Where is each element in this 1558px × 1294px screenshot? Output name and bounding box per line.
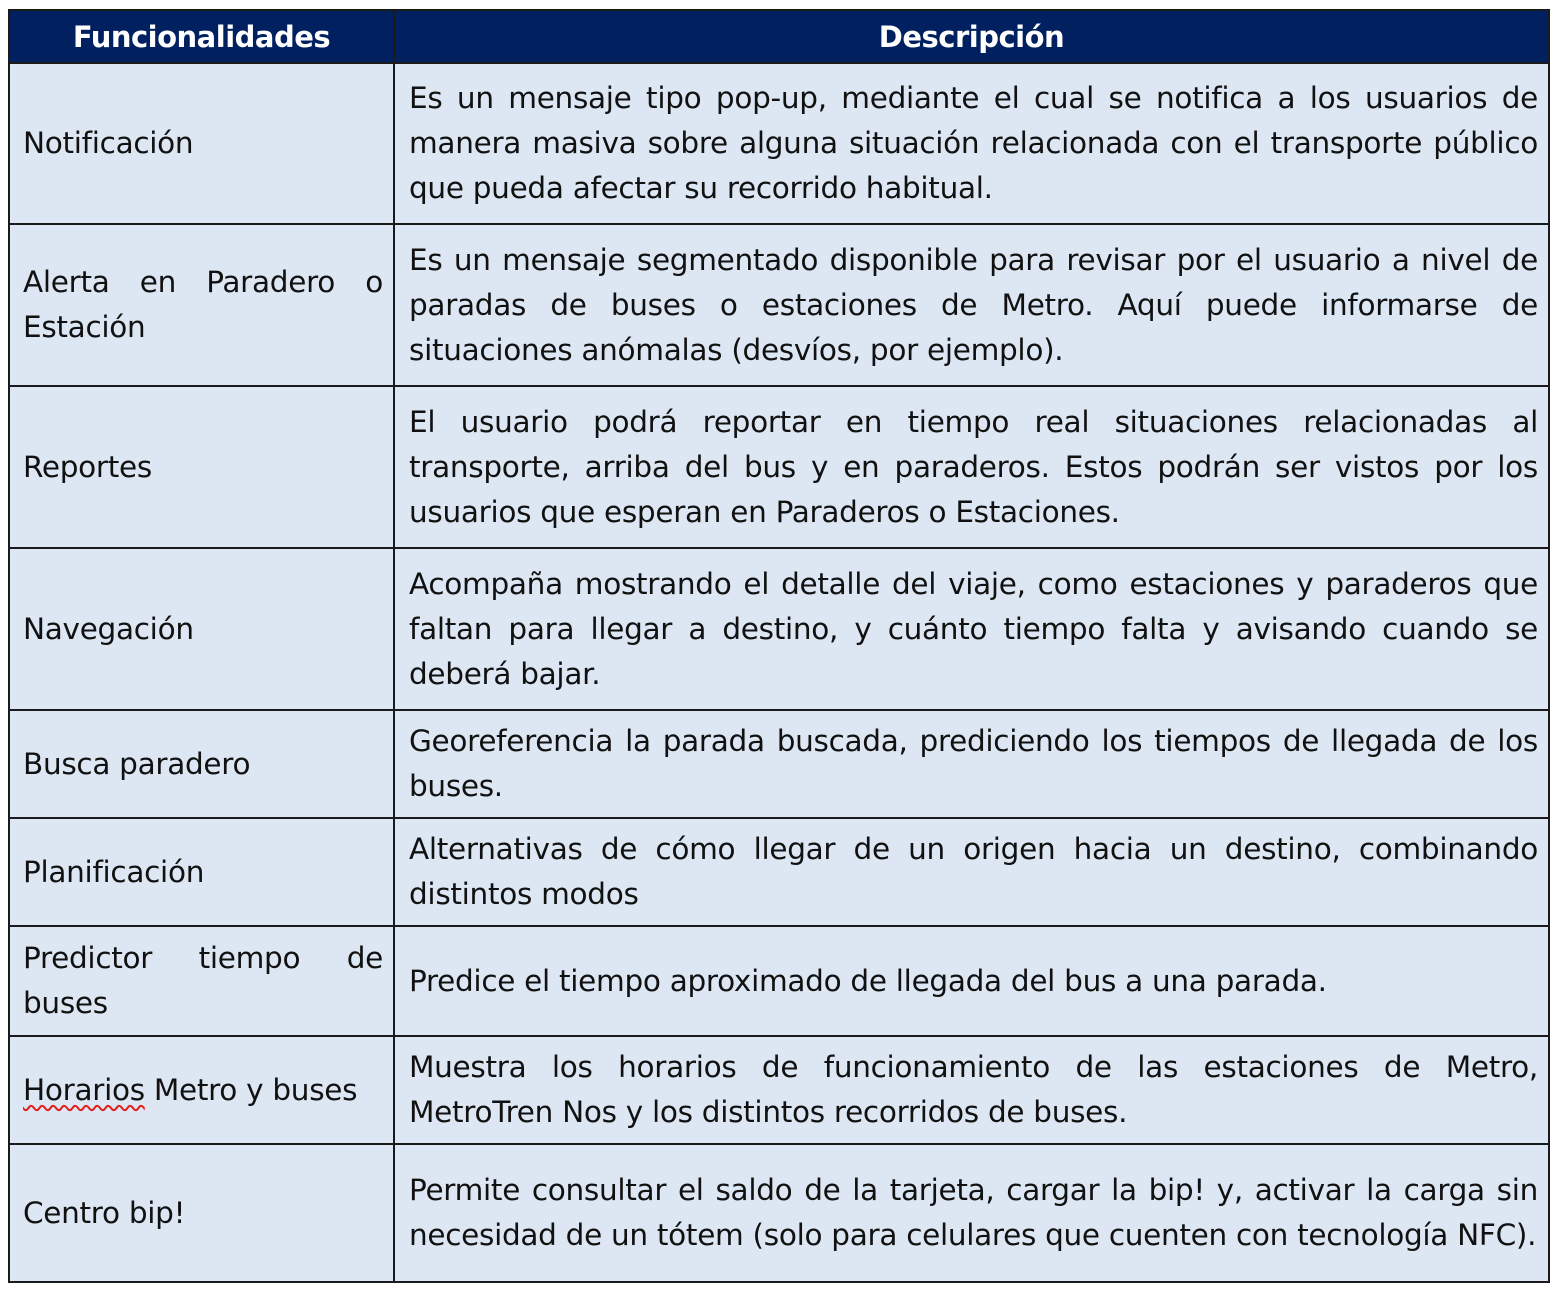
functionality-cell: Alerta en Paradero o Estación (9, 224, 394, 386)
description-cell: Es un mensaje tipo pop-up, mediante el cual se notifica a los usuarios de manera masiva sobre alguna situación relacionada con el transporte público que pueda afectar su recorrido habitual. (394, 63, 1549, 224)
description-cell: Alternativas de cómo llegar de un origen hacia un destino, combinando distintos modos (394, 818, 1549, 926)
functionality-cell: Busca paradero (9, 710, 394, 818)
description-cell: Acompaña mostrando el detalle del viaje, como estaciones y paraderos que faltan para llegar a destino, y cuánto tiempo falta y avisando cuando se deberá bajar. (394, 548, 1549, 710)
table-row (9, 224, 1549, 386)
description-cell: Predice el tiempo aproximado de llegada del bus a una parada. (394, 926, 1549, 1036)
table-row (9, 1144, 1549, 1282)
table-row (9, 818, 1549, 926)
description-cell: El usuario podrá reportar en tiempo real situaciones relacionadas al transporte, arriba del bus y en paraderos. Estos podrán ser vistos por los usuarios que esperan en Paraderos o Estaciones. (394, 386, 1549, 548)
functionality-cell: Navegación (9, 548, 394, 710)
table-row (9, 710, 1549, 818)
functionality-text-rest: Metro y buses (144, 1072, 358, 1107)
table-row (9, 926, 1549, 1036)
functionality-cell (9, 1036, 394, 1144)
table-row (9, 1036, 1549, 1144)
spellcheck-flagged-word: Horarios (23, 1072, 145, 1107)
description-cell: Permite consultar el saldo de la tarjeta, cargar la bip! y, activar la carga sin necesidad de un tótem (solo para celulares que cuenten con tecnología NFC). (394, 1144, 1549, 1282)
table-row (9, 386, 1549, 548)
header-functionality: Funcionalidades (9, 10, 394, 63)
functionality-cell: Centro bip! (9, 1144, 394, 1282)
description-cell: Georeferencia la parada buscada, prediciendo los tiempos de llegada de los buses. (394, 710, 1549, 818)
header-description: Descripción (394, 10, 1549, 63)
functionality-cell: Planificación (9, 818, 394, 926)
description-cell: Muestra los horarios de funcionamiento de las estaciones de Metro, MetroTren Nos y los distintos recorridos de buses. (394, 1036, 1549, 1144)
table-row (9, 548, 1549, 710)
functionality-cell: Notificación (9, 63, 394, 224)
table-row (9, 63, 1549, 224)
description-cell: Es un mensaje segmentado disponible para revisar por el usuario a nivel de paradas de buses o estaciones de Metro. Aquí puede informarse de situaciones anómalas (desvíos, por ejemplo). (394, 224, 1549, 386)
functionalities-table (8, 9, 1550, 1283)
functionality-cell: Reportes (9, 386, 394, 548)
table-header-row (9, 10, 1549, 63)
functionality-cell: Predictor tiempo de buses (9, 926, 394, 1036)
